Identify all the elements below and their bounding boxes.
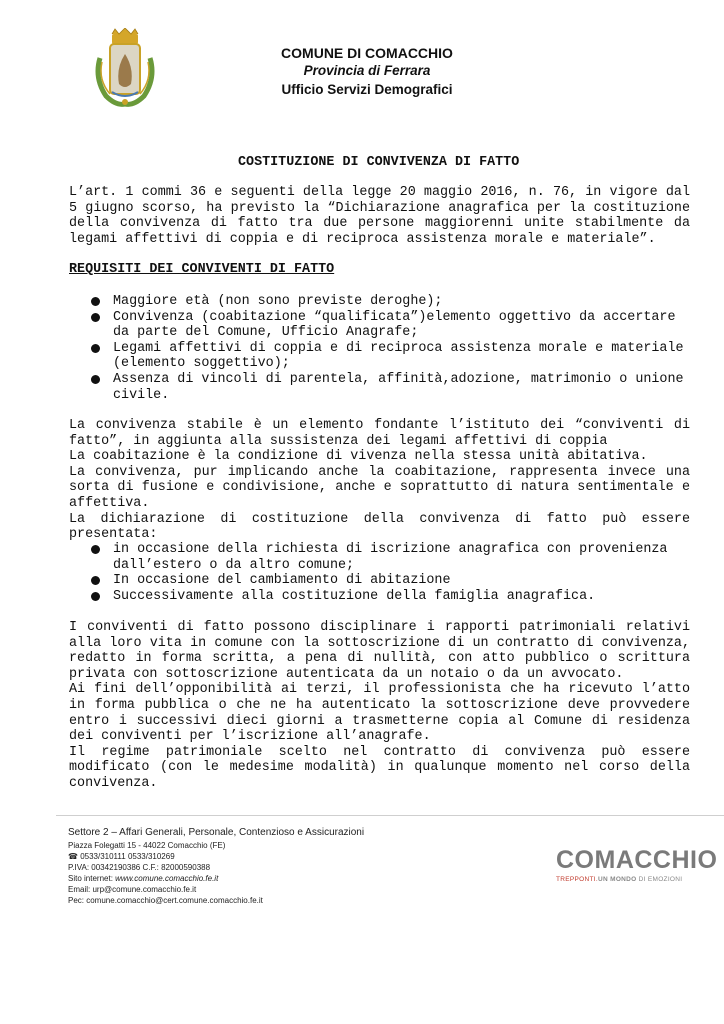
cohabitation-paragraph: La convivenza stabile è un elemento fondante l’istituto dei “conviventi di fatto”, in aggiunta alla sussistenza dei legami affettivi di coppia La coabitazione è la condizione di vivenza nella stessa unità abitativa. La convivenza, pur implicando anche la coabitazione, rappresenta invece una sorta di fusione e condivisione, anche e soprattutto di natura sentimentale e affettiva. La dichiarazione di costituzione della convivenza di fatto può essere presentata: [69, 418, 690, 543]
coat-of-arms-logo [92, 28, 158, 108]
list-item: In occasione del cambiamento di abitazione [69, 573, 690, 589]
footer-phone: ☎ 0533/310111 0533/310269 [68, 852, 175, 861]
list-item: Convivenza (coabitazione “qualificata”)elemento oggettivo da accertare da parte del Comune, Ufficio Anagrafe; [69, 310, 690, 341]
comacchio-brand-logo [556, 846, 721, 886]
footer-address: Piazza Folegatti 15 - 44022 Comacchio (FE) [68, 841, 226, 850]
municipality-name: COMUNE DI COMACCHIO [281, 45, 453, 61]
footer [68, 826, 364, 906]
bullet-icon [91, 545, 100, 554]
list-item: Successivamente alla costituzione della famiglia anagrafica. [69, 589, 690, 605]
bullet-icon [91, 375, 100, 384]
office-name: Ufficio Servizi Demografici [281, 82, 453, 97]
bullet-icon [91, 344, 100, 353]
document-title: COSTITUZIONE DI CONVIVENZA DI FATTO [238, 155, 520, 170]
footer-email[interactable]: Email: urp@comune.comacchio.fe.it [68, 885, 197, 894]
bullet-icon [91, 592, 100, 601]
bullet-icon [91, 297, 100, 306]
bullet-icon [91, 313, 100, 322]
footer-divider [56, 815, 724, 816]
footer-tax: P.IVA: 00342190386 C.F.: 82000590388 [68, 863, 211, 872]
website-link[interactable]: www.comune.comacchio.fe.it [115, 874, 219, 883]
list-item: in occasione della richiesta di iscrizione anagrafica con provenienza dall’estero o da altro comune; [69, 542, 690, 573]
logo-tagline: TREPPONTI.UN MONDO DI EMOZIONI [556, 876, 683, 883]
presentation-list [69, 542, 690, 604]
requirements-list [69, 294, 690, 403]
intro-paragraph: L’art. 1 commi 36 e seguenti della legge 20 maggio 2016, n. 76, in vigore dal 5 giugno scorso, ha previsto la “Dichiarazione anagrafica per la costituzione della convivenza di fatto tra due persone maggiorenni unite stabilmente da legami affettivi di coppia e di reciproca assistenza morale e materiale”. [69, 185, 690, 247]
list-item: Assenza di vincoli di parentela, affinità,adozione, matrimonio o unione civile. [69, 372, 690, 403]
contract-paragraph: I conviventi di fatto possono disciplinare i rapporti patrimoniali relativi alla loro vita in comune con la sottoscrizione di un contratto di convivenza, redatto in forma scritta, a pena di nullità, con atto pubblico o scrittura privata con sottoscrizione autenticata da un notaio o da un avvocato. Ai fini dell’opponibilità ai terzi, il professionista che ha ricevuto l’atto in forma pubblica o che ne ha autenticato la sottoscrizione deve provvedere entro i successivi dieci giorni a trasmetterne copia al Comune di residenza dei conviventi per l’iscrizione all’anagrafe. Il regime patrimoniale scelto nel contratto di convivenza può essere modificato (con le medesime modalità) in qualunque momento nel corso della convivenza. [69, 620, 690, 791]
bullet-icon [91, 576, 100, 585]
province-name: Provincia di Ferrara [303, 63, 431, 78]
requirements-title: REQUISITI DEI CONVIVENTI DI FATTO [69, 262, 335, 277]
footer-pec[interactable]: Pec: comune.comacchio@cert.comune.comacchio.fe.it [68, 896, 263, 905]
footer-sector: Settore 2 – Affari Generali, Personale, Contenzioso e Assicurazioni [68, 827, 365, 838]
list-item: Maggiore età (non sono previste deroghe); [69, 294, 690, 310]
footer-site: Sito internet: www.comune.comacchio.fe.it [68, 874, 219, 883]
list-item: Legami affettivi di coppia e di reciproca assistenza morale e materiale (elemento soggettivo); [69, 341, 690, 372]
logo-wordmark: COMACCHIO [556, 846, 718, 874]
